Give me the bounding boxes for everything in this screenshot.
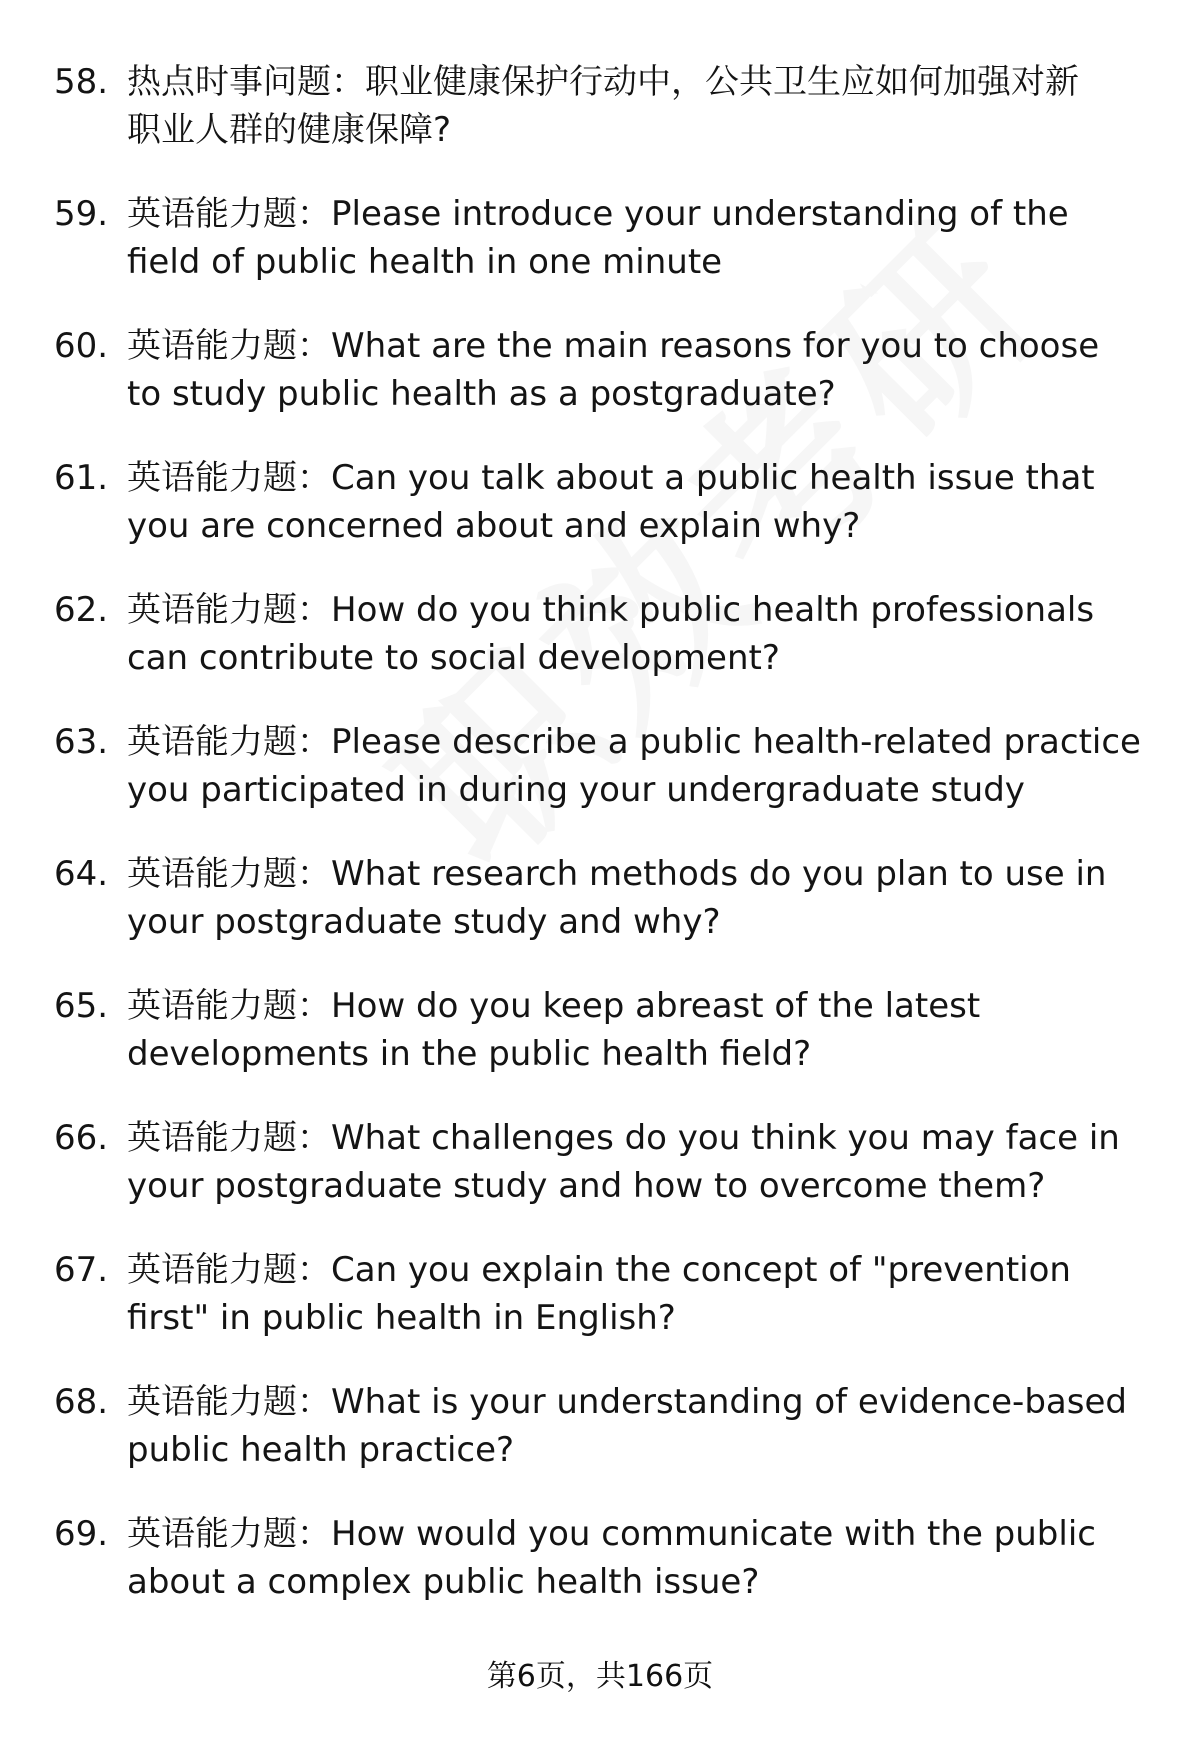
question-list <box>0 58 1200 1642</box>
question-item <box>0 58 1200 190</box>
question-text: 英语能力题：Can you explain the concept of "prevention first" in public health in English? <box>127 1250 1071 1338</box>
question-text: 热点时事问题：职业健康保护行动中，公共卫生应如何加强对新 职业人群的健康保障? <box>127 62 1079 150</box>
question-text: 英语能力题：What are the main reasons for you to choose to study public health as a postgraduate? <box>127 326 1100 414</box>
question-text: 英语能力题：How do you keep abreast of the latest developments in the public health field? <box>127 986 981 1074</box>
question-text: 英语能力题：Please describe a public health-related practice you participated in during your undergraduate study <box>127 722 1141 810</box>
question-number: 61. <box>54 458 109 498</box>
question-item <box>0 322 1200 454</box>
question-number: 66. <box>54 1118 109 1158</box>
question-number: 67. <box>54 1250 109 1290</box>
question-number: 69. <box>54 1514 109 1554</box>
question-number: 64. <box>54 854 109 894</box>
question-number: 63. <box>54 722 109 762</box>
question-text: 英语能力题：Can you talk about a public health issue that you are concerned about and explain why? <box>127 458 1095 546</box>
question-number: 58. <box>54 62 109 102</box>
question-text: 英语能力题：What challenges do you think you may face in your postgraduate study and how to overcome them? <box>127 1118 1120 1206</box>
question-number: 68. <box>54 1382 109 1422</box>
question-item <box>0 1378 1200 1510</box>
question-item <box>0 718 1200 850</box>
question-text: 英语能力题：How would you communicate with the public about a complex public health issue? <box>127 1514 1096 1602</box>
question-item <box>0 454 1200 586</box>
question-item <box>0 982 1200 1114</box>
question-text: 英语能力题：Please introduce your understanding of the field of public health in one minute <box>127 194 1069 282</box>
page-footer: 第6页，共166页 <box>486 1659 714 1694</box>
question-item <box>0 1510 1200 1642</box>
question-item <box>0 850 1200 982</box>
question-number: 59. <box>54 194 109 234</box>
question-number: 60. <box>54 326 109 366</box>
question-text: 英语能力题：How do you think public health professionals can contribute to social development? <box>127 590 1095 678</box>
question-item <box>0 190 1200 322</box>
question-number: 65. <box>54 986 109 1026</box>
question-item <box>0 1246 1200 1378</box>
question-item <box>0 1114 1200 1246</box>
question-number: 62. <box>54 590 109 630</box>
question-text: 英语能力题：What research methods do you plan to use in your postgraduate study and why? <box>127 854 1107 942</box>
question-text: 英语能力题：What is your understanding of evidence-based public health practice? <box>127 1382 1127 1470</box>
question-item <box>0 586 1200 718</box>
